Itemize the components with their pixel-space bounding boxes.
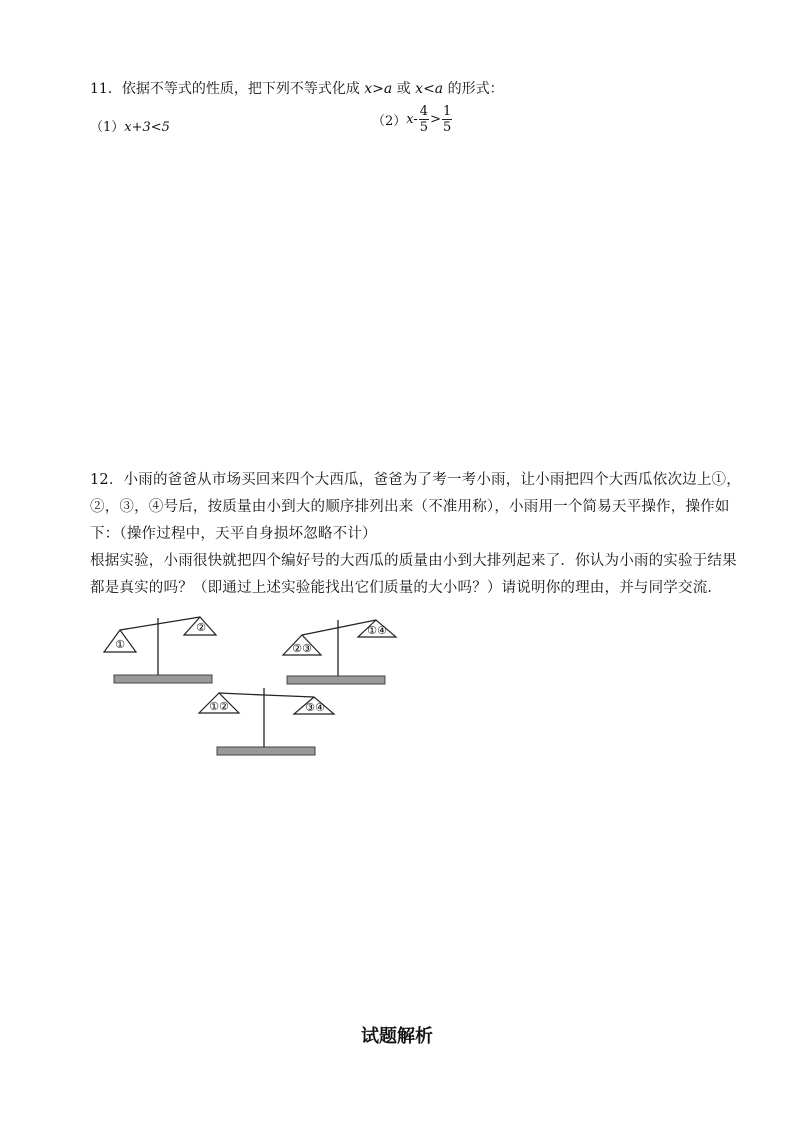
balance-3-beam (219, 693, 314, 697)
q11-fraction-one-fifth (442, 104, 452, 135)
balance-1-beam (120, 617, 200, 630)
q11-number: 11． (90, 81, 122, 97)
balance-scale-2 (283, 620, 396, 684)
balance-3-base (217, 747, 315, 755)
q11-part1-label: （1） (90, 120, 125, 135)
q11-form1: x>a (364, 81, 393, 97)
balance-3-left-label: ①② (209, 700, 229, 713)
balance-1-base (114, 675, 212, 683)
q11-part2-var: x- (406, 112, 418, 127)
q12-line-3: 下：（操作过程中，天平自身损坏忽略不计） (90, 526, 377, 542)
balance-2-base (287, 676, 385, 684)
q12-line-2: ②，③，④号后，按质量由小到大的顺序排列出来（不准用称），小雨用一个简易天平操作，操作如 (90, 499, 730, 515)
frac1-numerator: 4 (419, 104, 429, 119)
section-title: 试题解析 (361, 1026, 433, 1047)
balance-scales-figure (0, 600, 794, 770)
balance-1-right-label: ② (196, 621, 206, 634)
q11-stem-prefix: 依据不等式的性质，把下列不等式化成 (121, 81, 365, 97)
balance-scale-1 (104, 617, 216, 683)
q11-part2-op: > (430, 112, 441, 127)
q11-part1 (90, 116, 170, 135)
balance-2-beam (302, 620, 376, 635)
balance-2-right-label: ①④ (367, 624, 387, 637)
q11-stem-mid: 或 (392, 81, 416, 97)
q11-part2-label: （2） (372, 114, 407, 129)
balance-2-left-label: ②③ (292, 642, 312, 655)
q11-stem-suffix: 的形式： (443, 81, 504, 97)
balance-1-left-label: ① (115, 638, 125, 651)
balance-scale-3 (199, 688, 334, 755)
q11-fraction-four-fifths (419, 104, 429, 135)
q11-part2 (372, 104, 453, 135)
frac1-denominator: 5 (419, 120, 429, 135)
q12-line-1: 12．小雨的爸爸从市场买回来四个大西瓜，爸爸为了考一考小雨，让小雨把四个大西瓜依次边上①， (90, 472, 741, 488)
q12-line-5: 都是真实的吗？（即通过上述实验能找出它们质量的大小吗？）请说明你的理由，并与同学交流． (90, 580, 723, 596)
q11-stem (90, 78, 504, 98)
frac2-denominator: 5 (442, 120, 452, 135)
balance-3-right-label: ③④ (305, 701, 325, 714)
q11-form2: x<a (415, 81, 444, 97)
frac2-numerator: 1 (442, 104, 452, 119)
q12-line-4: 根据实验，小雨很快就把四个编好号的大西瓜的质量由小到大排列起来了．你认为小雨的实验于结果 (90, 553, 737, 569)
q11-part1-expr: x+3<5 (124, 120, 170, 135)
